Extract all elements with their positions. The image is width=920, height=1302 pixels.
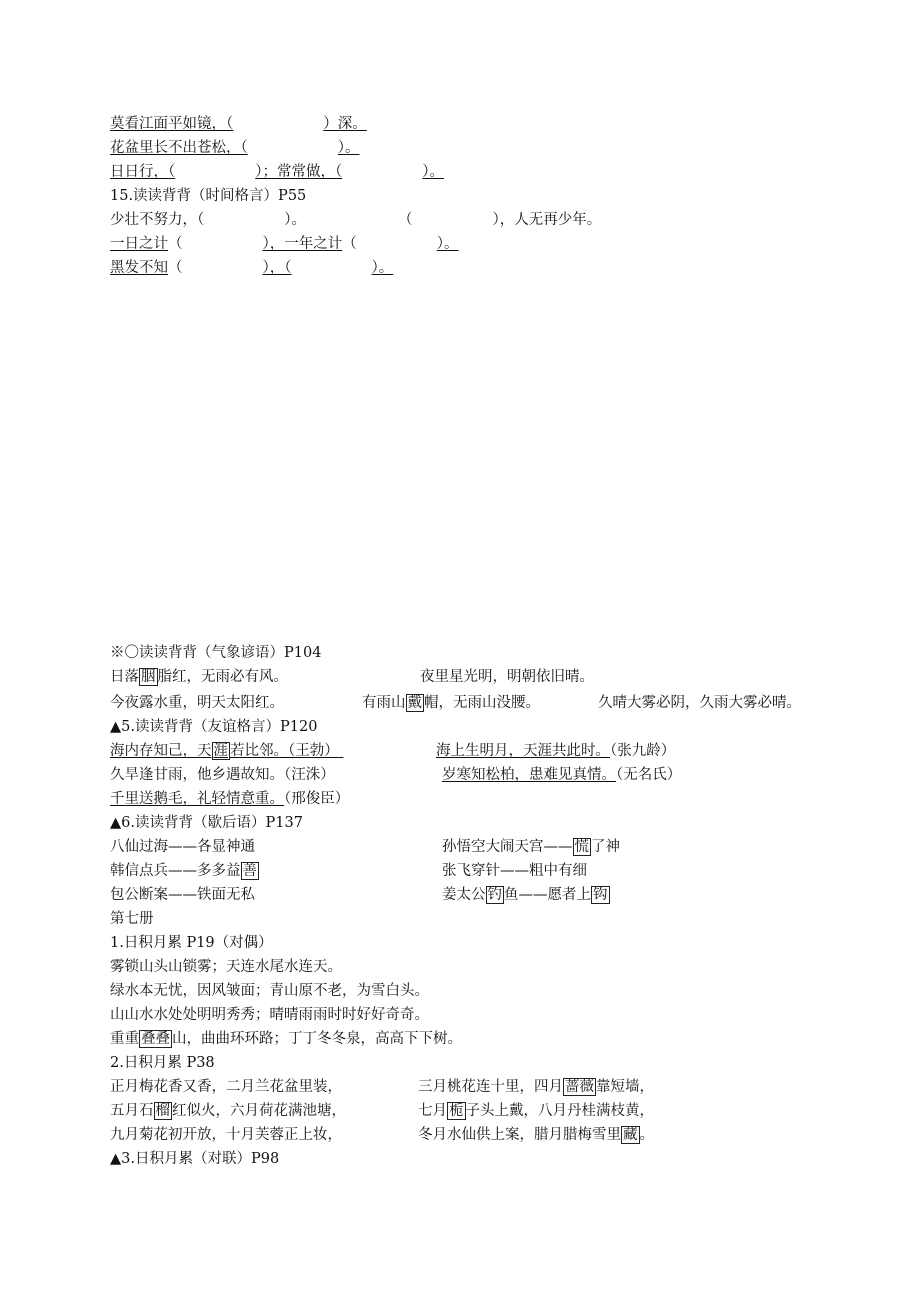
friendship-maxim-2 bbox=[436, 741, 675, 761]
boxed-char: 榴 bbox=[155, 1103, 170, 1119]
text: 鱼——愿者上 bbox=[504, 887, 591, 903]
xiehouyu-5: 包公断案——铁面无私 bbox=[110, 887, 255, 903]
author: （王勃） bbox=[288, 743, 339, 759]
text: 一日之计 bbox=[110, 236, 168, 252]
text: 千里送鹅毛，礼轻情意重。 bbox=[110, 791, 284, 807]
line-proverb-pine bbox=[110, 138, 360, 158]
text: 靠短墙， bbox=[596, 1079, 654, 1095]
xiehouyu-3 bbox=[110, 861, 259, 881]
text: ）。 bbox=[422, 164, 444, 180]
weather-proverb-4 bbox=[362, 693, 540, 713]
text: ）；常常做，（ bbox=[255, 164, 343, 180]
book-title: 第七册 bbox=[110, 911, 154, 927]
text: ）。 bbox=[371, 260, 394, 276]
xiehouyu-4: 张飞穿针——粗中有细 bbox=[442, 863, 587, 879]
text: 三月桃花连十里，四月 bbox=[418, 1079, 563, 1095]
text: 有雨山 bbox=[362, 695, 406, 711]
boxed-char: 胭 bbox=[141, 669, 156, 685]
text: 少壮不努力，（ bbox=[110, 212, 205, 228]
text: ），（ bbox=[262, 260, 292, 276]
text: 子头上戴，八月丹桂满枝黄， bbox=[465, 1103, 654, 1119]
boxed-char: 叠叠 bbox=[141, 1031, 170, 1047]
flower-line-4 bbox=[418, 1101, 654, 1121]
trail-underline bbox=[339, 741, 355, 761]
text: （ bbox=[168, 260, 183, 276]
text: （ bbox=[342, 236, 357, 252]
text: 五月石 bbox=[110, 1103, 154, 1119]
boxed-char: 蔷薇 bbox=[565, 1079, 594, 1095]
text: 山，曲曲环环路；丁丁冬冬泉，高高下下树。 bbox=[172, 1031, 462, 1047]
text: ）。 bbox=[284, 212, 306, 228]
friendship-maxim-5 bbox=[110, 789, 349, 809]
text: 韩信点兵——多多益 bbox=[110, 863, 241, 879]
text: 冬月水仙供上案，腊月腊梅雪里 bbox=[418, 1127, 621, 1143]
text: 莫看江面平如镜，（ bbox=[110, 116, 234, 132]
boxed-char: 慌 bbox=[574, 839, 589, 855]
weather-proverb-3: 今夜露水重，明天太阳红。 bbox=[110, 695, 284, 711]
boxed-char: 戴 bbox=[407, 695, 422, 711]
text: 海内存知己，天 bbox=[110, 743, 212, 759]
flower-line-6 bbox=[418, 1125, 654, 1145]
boxed-char: 藏 bbox=[623, 1127, 638, 1143]
text: （ bbox=[168, 236, 183, 252]
text: 。 bbox=[639, 1127, 654, 1143]
text: 黑发不知 bbox=[110, 260, 168, 276]
line-proverb-mirror bbox=[110, 114, 367, 134]
weather-proverb-2: 夜里星光明，明朝依旧晴。 bbox=[420, 669, 594, 685]
line-time-maxim-1 bbox=[110, 210, 601, 230]
text: ）。 bbox=[436, 236, 459, 252]
text: 花盆里长不出苍松，（ bbox=[110, 140, 248, 156]
text: ）深。 bbox=[323, 116, 367, 132]
line-proverb-daily bbox=[110, 162, 444, 182]
section-title-15: 15.读读背背（时间格言）P55 bbox=[110, 188, 307, 204]
flower-line-5: 九月菊花初开放，十月芙蓉正上妆， bbox=[110, 1127, 342, 1143]
author: （邢俊臣） bbox=[284, 791, 350, 807]
xiehouyu-1: 八仙过海——各显神通 bbox=[110, 839, 255, 855]
line-time-maxim-3 bbox=[110, 258, 393, 278]
duiou-line-2: 绿水本无忧，因风皱面；青山原不老，为雪白头。 bbox=[110, 983, 429, 999]
duiou-line-4 bbox=[110, 1029, 462, 1049]
text: 红似火，六月荷花满池塘， bbox=[172, 1103, 346, 1119]
text: 孙悟空大闹天宫—— bbox=[442, 839, 573, 855]
weather-proverb-5: 久晴大雾必阴，久雨大雾必晴。 bbox=[598, 695, 801, 711]
boxed-char: 栀 bbox=[449, 1103, 464, 1119]
section-title-flowers: 2.日积月累 P38 bbox=[110, 1055, 215, 1071]
text: 岁寒知松柏，患难见真情。 bbox=[442, 767, 616, 783]
text: 脂红，无雨必有风。 bbox=[157, 669, 288, 685]
boxed-char: 善 bbox=[242, 863, 257, 879]
text: 七月 bbox=[418, 1103, 447, 1119]
text: 日落 bbox=[110, 669, 139, 685]
text: 若比邻。 bbox=[230, 743, 288, 759]
flower-line-2 bbox=[418, 1077, 654, 1097]
text: ）。 bbox=[337, 140, 360, 156]
text: ），一年之计 bbox=[262, 236, 343, 252]
line-time-maxim-2 bbox=[110, 234, 459, 254]
section-title-couplets: ▲3.日积月累（对联）P98 bbox=[110, 1151, 280, 1167]
section-title-friendship: ▲5.读读背背（友谊格言）P120 bbox=[110, 719, 318, 735]
flower-line-3 bbox=[110, 1101, 346, 1121]
author: （张九龄） bbox=[610, 743, 676, 759]
text: 帽，无雨山没腰。 bbox=[424, 695, 540, 711]
weather-proverb-1 bbox=[110, 667, 288, 687]
author: （无名氏） bbox=[616, 767, 682, 783]
flower-line-1: 正月梅花香又香，二月兰花盆里装， bbox=[110, 1079, 342, 1095]
boxed-char: 钩 bbox=[593, 887, 608, 903]
duiou-line-1: 雾锁山头山锁雾；天连水尾水连天。 bbox=[110, 959, 342, 975]
xiehouyu-6 bbox=[442, 885, 610, 905]
friendship-maxim-1 bbox=[110, 741, 355, 761]
section-title-weather: ※〇读读背背（气象谚语）P104 bbox=[110, 645, 322, 661]
xiehouyu-2 bbox=[442, 837, 620, 857]
boxed-char: 涯 bbox=[213, 743, 228, 759]
text: 海上生明月，天涯共此时。 bbox=[436, 743, 610, 759]
text: （ bbox=[398, 212, 413, 228]
section-title-xiehouyu: ▲6.读读背背（歇后语）P137 bbox=[110, 815, 303, 831]
duiou-line-3: 山山水水处处明明秀秀；晴晴雨雨时时好好奇奇。 bbox=[110, 1007, 429, 1023]
friendship-maxim-3: 久旱逢甘雨，他乡遇故知。（汪洙） bbox=[110, 767, 335, 783]
text: ），人无再少年。 bbox=[492, 212, 602, 228]
section-title-duiou: 1.日积月累 P19（对偶） bbox=[110, 935, 273, 951]
boxed-char: 钓 bbox=[487, 887, 502, 903]
text: 日日行，（ bbox=[110, 164, 176, 180]
text: 姜太公 bbox=[442, 887, 486, 903]
friendship-maxim-4 bbox=[442, 765, 681, 785]
text: 了神 bbox=[591, 839, 620, 855]
text: 重重 bbox=[110, 1031, 139, 1047]
